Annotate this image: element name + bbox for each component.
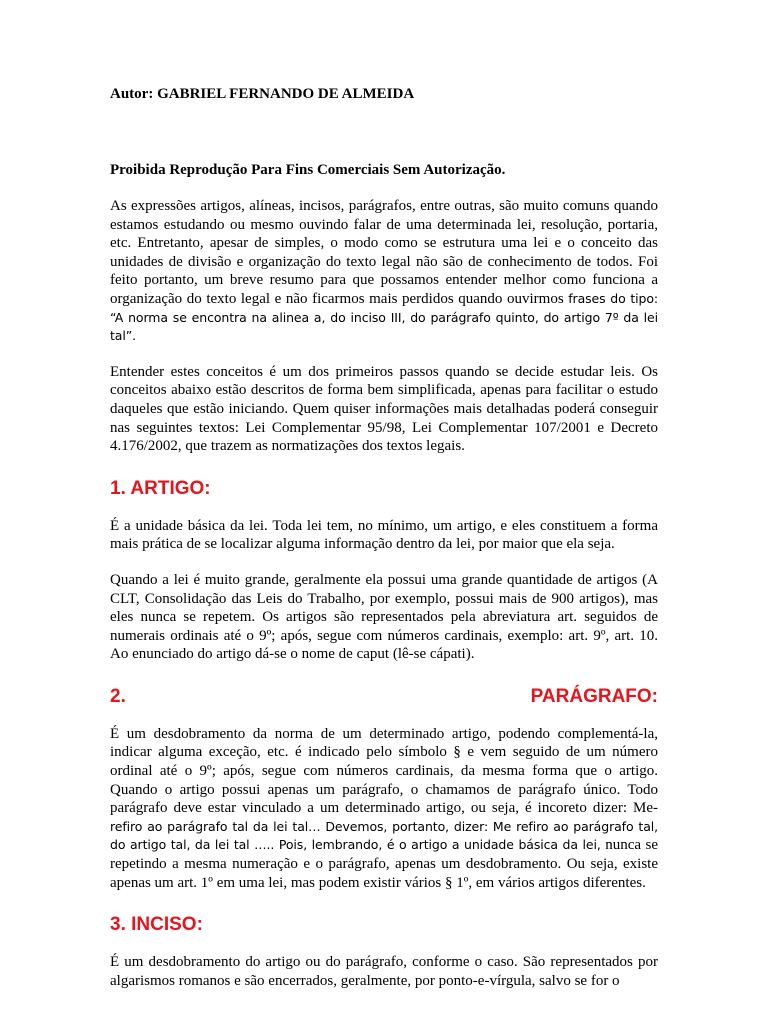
paragrafo-text-b: nunca se repetindo a mesma numeração e o parágrafo, apenas um desdobramento. Ou seja, existe apenas um art. 1º em uma lei, mas podem existir vários § 1º, em vários artigos diferentes.	[110, 837, 658, 891]
artigo-paragraph-1: É a unidade básica da lei. Toda lei tem, no mínimo, um artigo, e eles constituem a forma mais prática de se localizar alguma informação dentro da lei, por maior que ela seja.	[110, 517, 658, 553]
paragrafo-text-a: É um desdobramento da norma de um determinado artigo, podendo complementá-la, indicar alguma exceção, etc. é indicado pelo símbolo § e vem seguido de um número ordinal até o 9º; após, segue com números cardinais, da mesma forma que o artigo. Quando o artigo possui apenas um parágrafo, o chamamos de parágrafo único. Todo parágrafo deve estar vinculado a um determinado artigo, ou seja, é incoreto dizer: Me-	[110, 725, 658, 817]
intro-paragraph-2: Entender estes conceitos é um dos primeiros passos quando se decide estudar leis. Os conceitos abaixo estão descritos de forma bem simplificada, apenas para facilitar o estudo daqueles que estão iniciando. Quem quiser informações mais detalhadas poderá conseguir nas seguintes textos: Lei Complementar 95/98, Lei Complementar 107/2001 e Decreto 4.176/2002, que trazem as normatizações dos textos legais.	[110, 363, 658, 455]
author-line: Autor: GABRIEL FERNANDO DE ALMEIDA	[110, 86, 415, 102]
copyright-notice: Proibida Reprodução Para Fins Comerciais Sem Autorização.	[110, 162, 506, 178]
intro-paragraph-1	[110, 197, 658, 346]
intro-paragraph-1-quote: frases do tipo: “A norma se encontra na alinea a, do inciso III, do parágrafo quinto, do artigo 7º da lei tal”.	[110, 290, 658, 344]
section-heading-paragrafo-number: 2.	[110, 685, 126, 707]
section-heading-paragrafo-word: PARÁGRAFO:	[530, 685, 658, 707]
paragrafo-quote: refiro ao parágrafo tal da lei tal… Devemos, portanto, dizer: Me refiro ao parágrafo tal, do artigo tal, da lei tal ….. Pois, lembrando, é o artigo a unidade básica da lei,	[110, 818, 658, 853]
section-heading-inciso: 3. INCISO:	[110, 914, 203, 936]
intro-paragraph-1-text: As expressões artigos, alíneas, incisos, parágrafos, entre outras, são muito comuns quando estamos estudando ou mesmo ouvindo falar de uma determinada lei, resolução, portaria, etc. Entretanto, apesar de simples, o modo como se estrutura uma lei e o conceito das unidades de divisão e organização do texto legal não são de conhecimento de todos. Foi feito portanto, um breve resumo para que possamos entender melhor como funciona a organização do texto legal e não ficarmos mais perdidos quando ouvirmos	[110, 198, 658, 307]
section-heading-artigo: 1. ARTIGO:	[110, 477, 211, 499]
inciso-paragraph-1: É um desdobramento do artigo ou do parágrafo, conforme o caso. São representados por algarismos romanos e são encerrados, geralmente, por ponto-e-vírgula, salvo se for o	[110, 954, 658, 989]
paragrafo-paragraph	[110, 725, 658, 892]
section-heading-paragrafo	[110, 686, 658, 708]
artigo-paragraph-2: Quando a lei é muito grande, geralmente ela possui uma grande quantidade de artigos (A CLT, Consolidação das Leis do Trabalho, por exemplo, possui mais de 900 artigos), mas eles nunca se repetem. Os artigos são representados pela abreviatura art. seguidos de numerais ordinais até o 9º; após, segue com números cardinais, exemplo: art. 9º, art. 10. Ao enunciado do artigo dá-se o nome de caput (lê-se cápati).	[110, 571, 658, 663]
